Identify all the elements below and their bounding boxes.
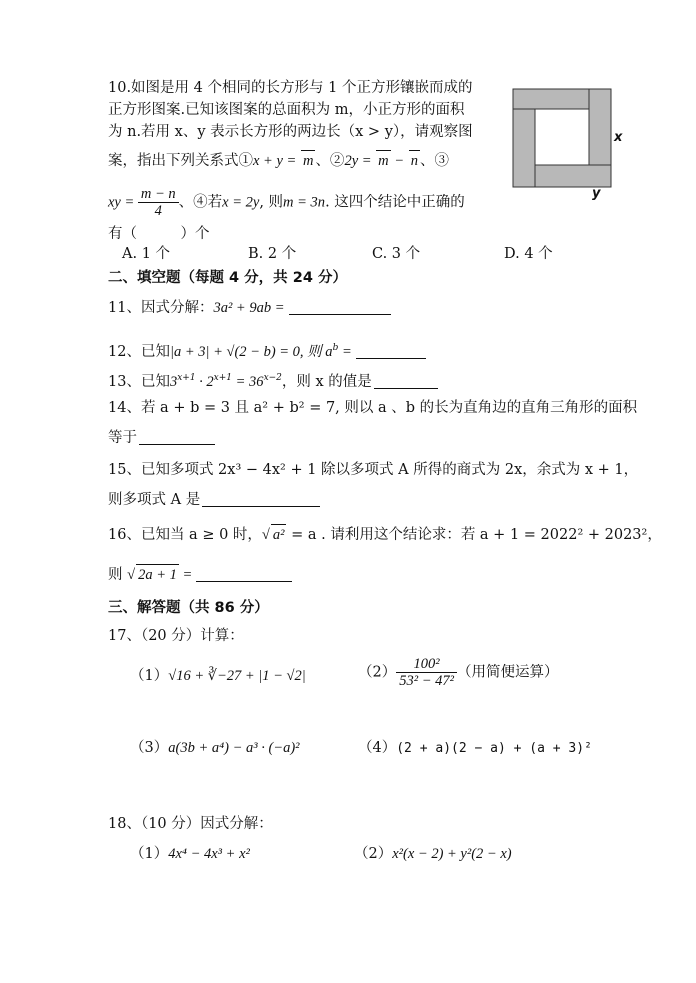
q14-answer-blank[interactable] (139, 430, 215, 445)
relation-3-denominator: 4 (154, 203, 162, 219)
relation-2-minus: − (390, 153, 408, 169)
q10-line-5 (108, 186, 465, 219)
rect-bottom (535, 165, 611, 187)
q11 (108, 298, 391, 318)
option-a: A. 1 个 (122, 246, 171, 262)
option-b: B. 2 个 (248, 246, 297, 262)
q14-label: 等于 (108, 430, 137, 446)
relation-3: xy = (108, 194, 138, 211)
q13-base-1: 3 (169, 374, 178, 390)
section-3-title: 三、解答题（共 86 分） (108, 600, 269, 616)
q17-p2-note: （用简便运算） (456, 664, 559, 681)
q13-answer-blank[interactable] (374, 374, 438, 389)
relation-2: 2y = (344, 153, 376, 169)
option-c: C. 3 个 (372, 246, 421, 262)
q10-question: . 这四个结论中正确的 (325, 194, 465, 211)
q18-part-1 (130, 844, 250, 864)
q17-part-2 (358, 656, 558, 689)
option-d: D. 4 个 (504, 246, 553, 262)
q13-label: 13、已知 (108, 374, 170, 390)
q14-line-2 (108, 428, 215, 448)
q15-line-2 (108, 490, 320, 510)
rect-left (513, 109, 535, 187)
q13-base-2: · 2 (195, 374, 214, 390)
q17-p3-label: （3） (130, 740, 169, 756)
q15-answer-blank[interactable] (202, 492, 320, 507)
q12-label: 12、已知 (108, 344, 170, 360)
q16-radicand-2: 2a + 1 (138, 567, 177, 583)
q16-then: 则 (108, 567, 128, 583)
q13-question: ，则 x 的值是 (281, 374, 372, 390)
q13-exp-2: x+1 (213, 373, 233, 383)
q14-line-1: 14、若 a + b = 3 且 a² + b² = 7, 则以 a 、b 的长为直角边的直角三角形的面积 (108, 400, 638, 416)
q11-label: 11、因式分解： (108, 300, 214, 316)
relation-3-numerator: m − n (138, 186, 179, 203)
q12-exponent: b (332, 343, 339, 353)
q10-line-6: 有（ ）个 (108, 226, 210, 242)
q18-heading: 18、（10 分）因式分解： (108, 816, 273, 832)
relation-1: x + y = (253, 153, 300, 169)
q11-answer-blank[interactable] (289, 300, 391, 315)
q10-line-2: 正方形图案.已知该图案的总面积为 m，小正方形的面积 (108, 102, 465, 118)
q13-base-3: = 36 (232, 374, 264, 390)
relation-4-result: m = 3n (283, 194, 326, 211)
sep-2: 、② (315, 153, 345, 169)
figure-label-y: y (592, 186, 601, 201)
q18-p1-label: （1） (130, 846, 169, 862)
relation-2-radicand-1: m (378, 153, 389, 169)
q17-p1-expression: √16 + ∛−27 + |1 − √2| (168, 668, 306, 684)
q16-label: 16、已知当 a ≥ 0 时， (108, 527, 262, 543)
relation-1-radicand: m (302, 153, 314, 169)
q18-p2-label: （2） (354, 846, 393, 862)
q17-p1-label: （1） (130, 668, 169, 684)
q17-part-4 (358, 738, 592, 759)
q13 (108, 368, 438, 392)
q16-radicand: a² (272, 527, 285, 543)
q16-line-2: 则 √ 2a + 1 = (108, 564, 292, 585)
square-tiling-diagram (512, 88, 612, 188)
relation-4-condition: x = 2y (222, 194, 260, 211)
q15-label: 则多项式 A 是 (108, 492, 201, 508)
q18-p1-expression: 4x⁴ − 4x³ + x² (168, 846, 250, 862)
q13-exp-3: x−2 (263, 373, 282, 383)
q13-exp-1: x+1 (177, 373, 196, 383)
q11-expression: 3a² + 9ab = (213, 300, 285, 316)
rect-top (513, 89, 589, 109)
q10-line-3: 为 n.若用 x、y 表示长方形的两边长（x > y），请观察图 (108, 124, 473, 140)
q10-intro: 案，指出下列关系式① (108, 153, 253, 169)
q17-p2-denominator: 53² − 47² (399, 673, 454, 689)
q17-p3-expression: a(3b + a⁴) − a³ · (−a)² (168, 740, 300, 756)
q16-answer-blank[interactable] (196, 567, 292, 582)
q12 (108, 338, 426, 362)
relation-4-then: , 则 (259, 194, 284, 211)
q17-p2-label: （2） (358, 664, 397, 681)
q17-part-3 (130, 738, 300, 758)
q12-equals: = (338, 344, 352, 360)
q10-line-4 (108, 150, 449, 171)
q12-expression: |a + 3| + √(2 − b) = 0, 则 a (169, 344, 333, 360)
figure-label-x: x (614, 130, 623, 145)
tiling-figure (512, 88, 612, 188)
sep-3: 、③ (419, 153, 449, 169)
q17-p4-label: （4） (358, 740, 397, 756)
q12-answer-blank[interactable] (356, 344, 426, 359)
q16-equals: = (178, 567, 193, 583)
q16-statement: = a . 请利用这个结论求：若 a + 1 = 2022² + 2023²， (286, 527, 662, 543)
q17-heading: 17、（20 分）计算： (108, 628, 244, 644)
rect-right (589, 89, 611, 165)
q17-p2-fraction (396, 656, 457, 689)
relation-2-radicand-2: n (410, 153, 418, 169)
q17-part-1 (130, 666, 306, 686)
q10-line-1: 10.如图是用 4 个相同的长方形与 1 个正方形镶嵌而成的 (108, 80, 473, 96)
section-2-title: 二、填空题（每题 4 分，共 24 分） (108, 270, 347, 286)
q17-p2-numerator: 100² (396, 656, 457, 673)
q16-line-1: 16、已知当 a ≥ 0 时，√ a² = a . 请利用这个结论求：若 a + 1 = 2022² + 2023²， (108, 524, 662, 545)
inner-square (535, 109, 589, 165)
relation-4-intro: 、④若 (178, 194, 223, 211)
relation-3-fraction (138, 186, 179, 219)
q18-part-2 (354, 844, 512, 864)
q15-line-1: 15、已知多项式 2x³ − 4x² + 1 除以多项式 A 所得的商式为 2x，余式为 x + 1， (108, 462, 639, 478)
q17-p4-expression: (2 + a)(2 − a) + (a + 3)² (396, 741, 592, 756)
q18-p2-expression: x²(x − 2) + y²(2 − x) (392, 846, 512, 862)
